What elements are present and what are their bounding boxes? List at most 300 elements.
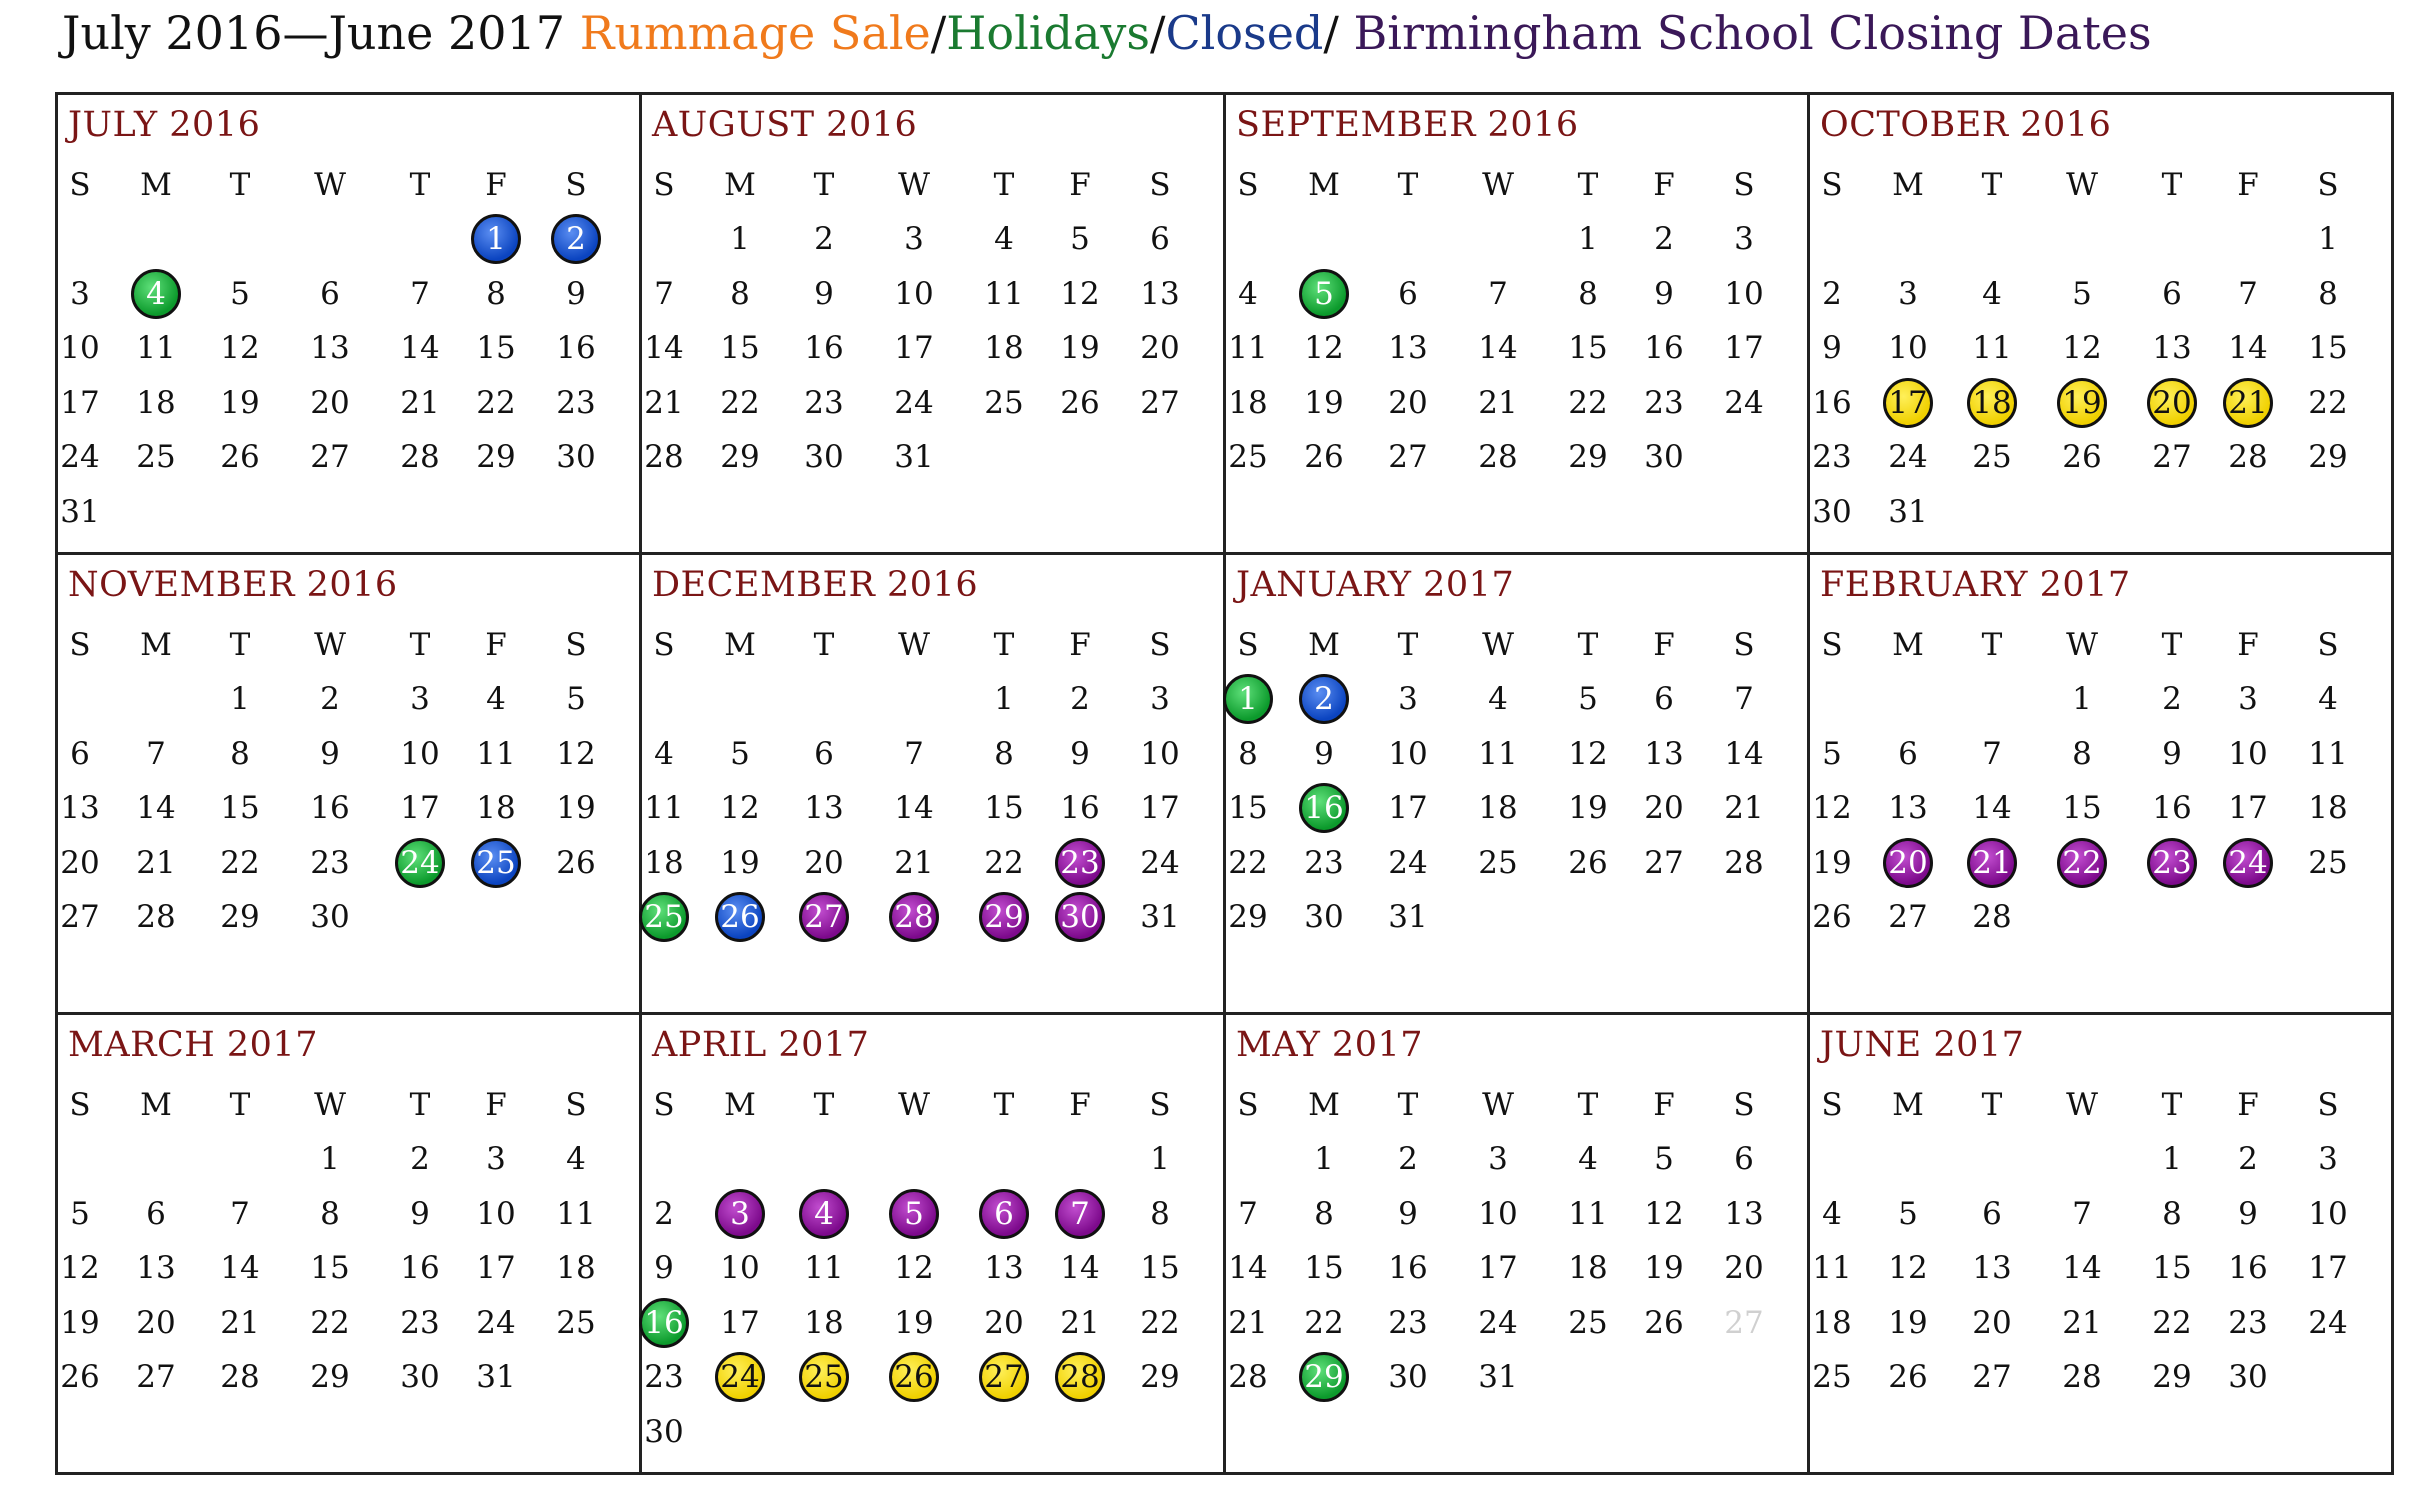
- day-cell: 10: [1388, 735, 1428, 772]
- day-cell: 27: [1388, 439, 1428, 475]
- month-title: APRIL 2017: [652, 1025, 870, 1065]
- day-cell: 12: [1060, 275, 1100, 312]
- day-cell: 25: [1812, 1359, 1852, 1395]
- marked-day-yellow: 21: [2218, 378, 2278, 428]
- day-cell: 4: [1822, 1195, 1842, 1232]
- day-cell: 16: [2228, 1250, 2268, 1286]
- day-cell: 9: [2238, 1195, 2258, 1232]
- day-cell: 21: [1060, 1304, 1100, 1341]
- day-cell: 7: [146, 735, 166, 772]
- day-cell: 20: [1140, 330, 1180, 366]
- weekday-header: [1810, 627, 2391, 663]
- day-cell: 6: [70, 735, 90, 772]
- weekday-header: [58, 167, 639, 203]
- day-cell: 15: [1304, 1250, 1344, 1286]
- weekday-label: S: [1821, 627, 1843, 663]
- day-cell: 5: [1822, 735, 1842, 772]
- day-cell: 17: [1388, 790, 1428, 826]
- day-cell: 17: [1478, 1250, 1518, 1286]
- day-cell: 11: [644, 790, 684, 826]
- day-cell: 13: [1140, 275, 1180, 312]
- day-cell: 28: [644, 439, 684, 475]
- marked-day-green: 29: [1294, 1352, 1354, 1402]
- marked-day-green: 1: [1218, 674, 1278, 724]
- day-cell: 4: [2318, 681, 2338, 717]
- legend-rummage-sale: Rummage Sale: [579, 6, 931, 60]
- day-cell: 28: [1724, 844, 1764, 881]
- weekday-header: [642, 167, 1223, 203]
- weekday-label: S: [69, 1087, 91, 1123]
- day-cell: 1: [2162, 1141, 2182, 1177]
- day-cell: 22: [476, 384, 516, 421]
- weekday-label: F: [1653, 167, 1675, 203]
- day-cell: 18: [136, 384, 176, 421]
- day-cell: 20: [1972, 1304, 2012, 1341]
- day-cell: 12: [1568, 735, 1608, 772]
- day-cell: 19: [1812, 844, 1852, 881]
- day-cell: 2: [814, 221, 834, 257]
- weekday-label: T: [993, 1087, 1015, 1123]
- day-cell: 8: [994, 735, 1014, 772]
- day-cell: 9: [320, 735, 340, 772]
- day-cell: 18: [476, 790, 516, 826]
- marked-day-purple: 28: [884, 892, 944, 942]
- day-cell: 21: [136, 844, 176, 881]
- day-cell: 29: [1228, 899, 1268, 935]
- day-cell: 25: [556, 1304, 596, 1341]
- weekday-label: T: [229, 627, 251, 663]
- day-cell: 11: [1478, 735, 1518, 772]
- day-cell: 1: [1150, 1141, 1170, 1177]
- days-grid: [642, 1133, 1223, 1472]
- day-cell: 11: [476, 735, 516, 772]
- day-cell: 12: [1304, 330, 1344, 366]
- day-cell: 31: [1388, 899, 1428, 935]
- day-cell: 30: [310, 899, 350, 935]
- day-cell: 26: [1888, 1359, 1928, 1395]
- day-cell: 1: [230, 681, 250, 717]
- weekday-label: F: [485, 1087, 507, 1123]
- marked-day-green: 25: [634, 892, 694, 942]
- marked-day-purple: 22: [2052, 838, 2112, 888]
- day-cell: 30: [556, 439, 596, 475]
- weekday-label: T: [813, 627, 835, 663]
- day-cell: 2: [1822, 275, 1842, 312]
- day-cell: 12: [1644, 1195, 1684, 1232]
- day-cell: 13: [2152, 330, 2192, 366]
- weekday-label: T: [1981, 627, 2003, 663]
- day-cell: 7: [1982, 735, 2002, 772]
- marked-day-purple: 24: [2218, 838, 2278, 888]
- day-cell: 7: [410, 275, 430, 312]
- month-title: NOVEMBER 2016: [68, 565, 398, 605]
- day-cell: 1: [2318, 221, 2338, 257]
- month-title: JULY 2016: [68, 105, 261, 145]
- days-grid: [1226, 213, 1807, 552]
- day-cell: 21: [220, 1304, 260, 1341]
- day-cell: 26: [60, 1359, 100, 1395]
- day-cell: 1: [994, 681, 1014, 717]
- marked-day-green: 4: [126, 269, 186, 319]
- weekday-label: S: [1149, 167, 1171, 203]
- weekday-header: [58, 1087, 639, 1123]
- day-cell: 7: [1734, 681, 1754, 717]
- day-cell: 25: [1972, 439, 2012, 475]
- weekday-label: T: [813, 1087, 835, 1123]
- weekday-label: T: [409, 1087, 431, 1123]
- day-cell: 16: [804, 330, 844, 366]
- day-cell: 3: [410, 681, 430, 717]
- day-cell: 15: [1568, 330, 1608, 366]
- day-cell: 12: [60, 1250, 100, 1286]
- day-cell: 31: [894, 439, 934, 475]
- marked-day-purple: 30: [1050, 892, 1110, 942]
- day-cell: 12: [894, 1250, 934, 1286]
- weekday-label: T: [1577, 167, 1599, 203]
- weekday-label: S: [69, 627, 91, 663]
- calendar-grid: [55, 92, 2391, 1492]
- days-grid: [1226, 1133, 1807, 1472]
- day-cell: 2: [2238, 1141, 2258, 1177]
- day-cell: 6: [146, 1195, 166, 1232]
- weekday-label: F: [485, 627, 507, 663]
- day-cell: 2: [410, 1141, 430, 1177]
- day-cell: 5: [730, 735, 750, 772]
- weekday-label: M: [1892, 627, 1924, 663]
- weekday-label: S: [1733, 627, 1755, 663]
- weekday-label: W: [314, 167, 346, 203]
- month-title: SEPTEMBER 2016: [1236, 105, 1579, 145]
- day-cell: 11: [1972, 330, 2012, 366]
- month-december-2016: [639, 552, 1226, 1015]
- day-cell: 22: [1304, 1304, 1344, 1341]
- day-cell: 31: [1888, 493, 1928, 530]
- day-cell: 28: [1228, 1359, 1268, 1395]
- month-title: MARCH 2017: [68, 1025, 318, 1065]
- day-cell: 24: [1478, 1304, 1518, 1341]
- weekday-label: S: [1821, 167, 1843, 203]
- month-july-2016: [55, 92, 642, 555]
- marked-day-yellow: 17: [1878, 378, 1938, 428]
- weekday-label: T: [1981, 167, 2003, 203]
- month-march-2017: [55, 1012, 642, 1475]
- day-cell: 28: [2062, 1359, 2102, 1395]
- day-cell: 28: [2228, 439, 2268, 475]
- day-cell: 7: [1488, 275, 1508, 312]
- marked-day-green: 16: [634, 1298, 694, 1348]
- day-cell: 13: [1972, 1250, 2012, 1286]
- day-cell: 10: [1888, 330, 1928, 366]
- day-cell: 17: [720, 1304, 760, 1341]
- day-cell: 18: [984, 330, 1024, 366]
- day-cell: 13: [1644, 735, 1684, 772]
- marked-day-yellow: 27: [974, 1352, 1034, 1402]
- day-cell: 16: [1644, 330, 1684, 366]
- marked-day-purple: 29: [974, 892, 1034, 942]
- day-cell: 17: [894, 330, 934, 366]
- weekday-label: W: [898, 167, 930, 203]
- day-cell: 10: [476, 1195, 516, 1232]
- day-cell: 14: [1724, 735, 1764, 772]
- weekday-label: T: [409, 627, 431, 663]
- weekday-label: M: [724, 627, 756, 663]
- weekday-label: S: [1821, 1087, 1843, 1123]
- day-cell: 19: [220, 384, 260, 421]
- day-cell: 2: [654, 1195, 674, 1232]
- weekday-label: M: [724, 167, 756, 203]
- day-cell: 4: [566, 1141, 586, 1177]
- day-cell: 27: [1888, 899, 1928, 935]
- day-cell: 20: [1724, 1250, 1764, 1286]
- day-cell: 29: [220, 899, 260, 935]
- weekday-label: M: [1308, 1087, 1340, 1123]
- days-grid: [1810, 1133, 2391, 1472]
- day-cell: 28: [400, 439, 440, 475]
- weekday-label: F: [1069, 167, 1091, 203]
- month-title: AUGUST 2016: [652, 105, 918, 145]
- days-grid: [642, 213, 1223, 552]
- day-cell: 3: [904, 221, 924, 257]
- month-title: JUNE 2017: [1820, 1025, 2025, 1065]
- marked-day-purple: 3: [710, 1189, 770, 1239]
- day-cell: 20: [1644, 790, 1684, 826]
- day-cell: 4: [1238, 275, 1258, 312]
- day-cell: 27: [60, 899, 100, 935]
- day-cell: 10: [720, 1250, 760, 1286]
- day-cell: 14: [2228, 330, 2268, 366]
- day-cell: 2: [2162, 681, 2182, 717]
- marked-day-purple: 7: [1050, 1189, 1110, 1239]
- day-cell: 1: [320, 1141, 340, 1177]
- month-may-2017: [1223, 1012, 1810, 1475]
- day-cell: 11: [1228, 330, 1268, 366]
- day-cell: 4: [1982, 275, 2002, 312]
- day-cell: 2: [1398, 1141, 1418, 1177]
- days-grid: [58, 673, 639, 1012]
- month-october-2016: [1807, 92, 2394, 555]
- marked-day-yellow: 18: [1962, 378, 2022, 428]
- day-cell: 28: [136, 899, 176, 935]
- day-cell: 11: [804, 1250, 844, 1286]
- weekday-label: F: [485, 167, 507, 203]
- marked-day-yellow: 28: [1050, 1352, 1110, 1402]
- marked-day-purple: 23: [2142, 838, 2202, 888]
- day-cell: 26: [220, 439, 260, 475]
- marked-day-purple: 4: [794, 1189, 854, 1239]
- weekday-label: W: [314, 1087, 346, 1123]
- day-cell: 12: [1888, 1250, 1928, 1286]
- day-cell: 24: [1140, 844, 1180, 881]
- day-cell: 22: [1228, 844, 1268, 881]
- marked-day-purple: 21: [1962, 838, 2022, 888]
- day-cell: 26: [1568, 844, 1608, 881]
- day-cell: 23: [1388, 1304, 1428, 1341]
- weekday-label: T: [229, 167, 251, 203]
- weekday-label: F: [1069, 1087, 1091, 1123]
- day-cell: 9: [1654, 275, 1674, 312]
- day-cell: 24: [1724, 384, 1764, 421]
- weekday-label: T: [1577, 627, 1599, 663]
- day-cell: 25: [1568, 1304, 1608, 1341]
- day-cell: 10: [1140, 735, 1180, 772]
- day-cell: 26: [1304, 439, 1344, 475]
- day-cell: 19: [1304, 384, 1344, 421]
- weekday-label: M: [1892, 167, 1924, 203]
- day-cell: 1: [1578, 221, 1598, 257]
- day-cell: 8: [1238, 735, 1258, 772]
- marked-day-purple: 5: [884, 1189, 944, 1239]
- day-cell: 8: [1150, 1195, 1170, 1232]
- day-cell: 9: [566, 275, 586, 312]
- day-cell: 18: [1568, 1250, 1608, 1286]
- title-separator: /: [930, 6, 947, 60]
- day-cell: 20: [136, 1304, 176, 1341]
- day-cell: 5: [70, 1195, 90, 1232]
- day-cell: 27: [1724, 1304, 1764, 1341]
- day-cell: 29: [2152, 1359, 2192, 1395]
- days-grid: [1810, 673, 2391, 1012]
- weekday-label: W: [2066, 1087, 2098, 1123]
- day-cell: 22: [2152, 1304, 2192, 1341]
- days-grid: [1810, 213, 2391, 552]
- day-cell: 17: [400, 790, 440, 826]
- marked-day-purple: 20: [1878, 838, 1938, 888]
- day-cell: 21: [894, 844, 934, 881]
- day-cell: 16: [2152, 790, 2192, 826]
- weekday-label: F: [2237, 167, 2259, 203]
- day-cell: 2: [1654, 221, 1674, 257]
- marked-day-purple: 23: [1050, 838, 1110, 888]
- day-cell: 20: [60, 844, 100, 881]
- weekday-label: S: [1733, 167, 1755, 203]
- day-cell: 18: [1812, 1304, 1852, 1341]
- day-cell: 21: [2062, 1304, 2102, 1341]
- day-cell: 15: [2062, 790, 2102, 826]
- day-cell: 14: [894, 790, 934, 826]
- day-cell: 31: [476, 1359, 516, 1395]
- day-cell: 6: [1398, 275, 1418, 312]
- day-cell: 27: [1644, 844, 1684, 881]
- day-cell: 11: [556, 1195, 596, 1232]
- weekday-label: S: [1149, 627, 1171, 663]
- weekday-label: M: [1308, 167, 1340, 203]
- day-cell: 27: [2152, 439, 2192, 475]
- day-cell: 16: [1812, 384, 1852, 421]
- day-cell: 23: [556, 384, 596, 421]
- day-cell: 22: [310, 1304, 350, 1341]
- day-cell: 10: [1724, 275, 1764, 312]
- day-cell: 20: [310, 384, 350, 421]
- weekday-label: T: [1397, 167, 1419, 203]
- weekday-label: T: [1397, 1087, 1419, 1123]
- day-cell: 10: [894, 275, 934, 312]
- day-cell: 29: [2308, 439, 2348, 475]
- day-cell: 15: [476, 330, 516, 366]
- weekday-label: S: [653, 627, 675, 663]
- title-separator: /: [1323, 6, 1339, 60]
- legend-school-closing: Birmingham School Closing Dates: [1338, 6, 2152, 60]
- weekday-label: F: [2237, 627, 2259, 663]
- day-cell: 4: [1578, 1141, 1598, 1177]
- title-date-range: July 2016—June 2017: [62, 6, 580, 60]
- weekday-label: W: [2066, 627, 2098, 663]
- marked-day-yellow: 25: [794, 1352, 854, 1402]
- day-cell: 30: [1304, 899, 1344, 935]
- day-cell: 10: [2308, 1195, 2348, 1232]
- weekday-header: [642, 627, 1223, 663]
- month-april-2017: [639, 1012, 1226, 1475]
- marked-day-yellow: 24: [710, 1352, 770, 1402]
- day-cell: 30: [644, 1413, 684, 1450]
- day-cell: 23: [310, 844, 350, 881]
- day-cell: 28: [220, 1359, 260, 1395]
- day-cell: 31: [60, 493, 100, 530]
- legend-holidays: Holidays: [946, 6, 1150, 60]
- day-cell: 14: [400, 330, 440, 366]
- weekday-header: [58, 627, 639, 663]
- day-cell: 15: [1140, 1250, 1180, 1286]
- day-cell: 4: [994, 221, 1014, 257]
- day-cell: 6: [1150, 221, 1170, 257]
- day-cell: 6: [1982, 1195, 2002, 1232]
- month-january-2017: [1223, 552, 1810, 1015]
- marked-day-purple: 6: [974, 1189, 1034, 1239]
- day-cell: 3: [1398, 681, 1418, 717]
- days-grid: [642, 673, 1223, 1012]
- weekday-label: W: [314, 627, 346, 663]
- day-cell: 14: [136, 790, 176, 826]
- marked-day-blue: 25: [466, 838, 526, 888]
- day-cell: 15: [2308, 330, 2348, 366]
- day-cell: 18: [556, 1250, 596, 1286]
- day-cell: 8: [2072, 735, 2092, 772]
- day-cell: 15: [310, 1250, 350, 1286]
- weekday-header: [1810, 1087, 2391, 1123]
- day-cell: 13: [984, 1250, 1024, 1286]
- day-cell: 6: [320, 275, 340, 312]
- month-february-2017: [1807, 552, 2394, 1015]
- day-cell: 17: [60, 384, 100, 421]
- day-cell: 9: [1314, 735, 1334, 772]
- marked-day-blue: 2: [1294, 674, 1354, 724]
- day-cell: 3: [2318, 1141, 2338, 1177]
- day-cell: 18: [804, 1304, 844, 1341]
- day-cell: 9: [1070, 735, 1090, 772]
- month-title: MAY 2017: [1236, 1025, 1423, 1065]
- day-cell: 28: [1478, 439, 1518, 475]
- day-cell: 19: [720, 844, 760, 881]
- weekday-label: M: [140, 1087, 172, 1123]
- month-june-2017: [1807, 1012, 2394, 1475]
- day-cell: 8: [730, 275, 750, 312]
- day-cell: 14: [220, 1250, 260, 1286]
- day-cell: 4: [1488, 681, 1508, 717]
- day-cell: 28: [1972, 899, 2012, 935]
- day-cell: 7: [654, 275, 674, 312]
- weekday-label: W: [1482, 1087, 1514, 1123]
- day-cell: 17: [2308, 1250, 2348, 1286]
- day-cell: 21: [1478, 384, 1518, 421]
- day-cell: 16: [1388, 1250, 1428, 1286]
- weekday-label: F: [1069, 627, 1091, 663]
- day-cell: 22: [220, 844, 260, 881]
- day-cell: 9: [654, 1250, 674, 1286]
- day-cell: 30: [2228, 1359, 2268, 1395]
- day-cell: 5: [1898, 1195, 1918, 1232]
- weekday-label: S: [2317, 1087, 2339, 1123]
- marked-day-yellow: 20: [2142, 378, 2202, 428]
- day-cell: 8: [2162, 1195, 2182, 1232]
